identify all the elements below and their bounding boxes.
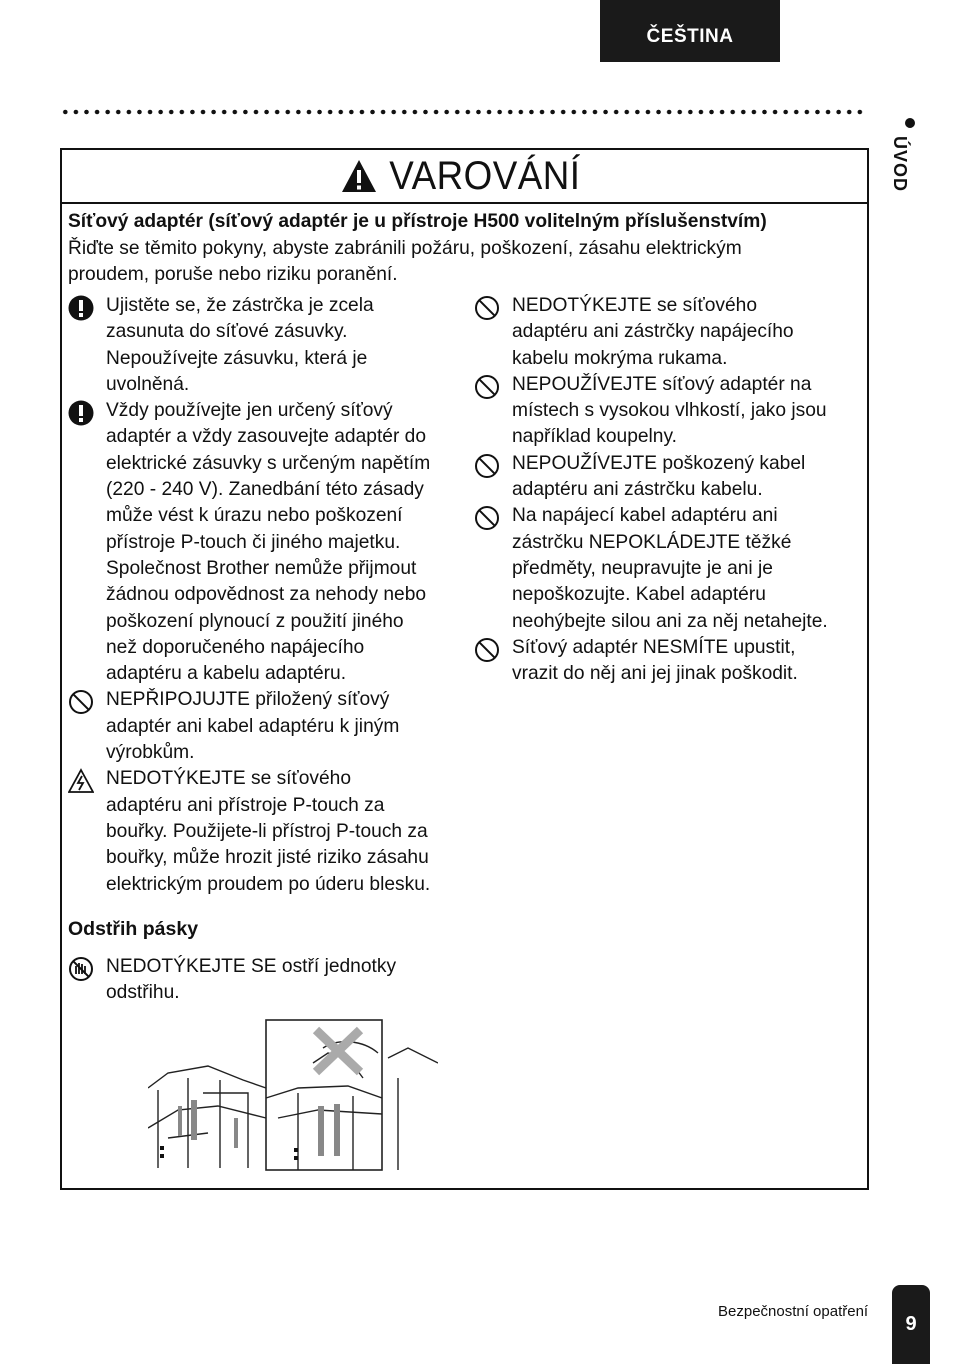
prohibition-icon: [474, 374, 500, 400]
warning-item-line: bouřky, může hrozit jisté riziko zásahu: [106, 847, 429, 869]
warning-item: [66, 293, 466, 398]
warning-item-line: místech s vysokou vlhkostí, jako jsou: [512, 400, 827, 422]
warning-item-line: kabelu mokrýma rukama.: [512, 347, 728, 369]
warning-item-line: adaptéru ani zástrčky napájecího: [512, 321, 794, 343]
warning-title-box: [62, 150, 867, 204]
section-label: ÚVOD: [890, 136, 910, 193]
warning-intro: [68, 209, 863, 289]
footer-text: Bezpečnostní opatření: [718, 1303, 869, 1320]
mandatory-icon: [68, 295, 94, 321]
warning-item-line: (220 - 240 V). Zanedbání této zásady: [106, 479, 424, 501]
warning-item-line: NEPOUŽÍVEJTE poškozený kabel: [512, 452, 806, 474]
warning-triangle-icon: [341, 159, 377, 193]
warning-item-line: může vést k úrazu nebo poškození: [106, 505, 403, 527]
warning-item-line: žádnou odpovědnost za nehody nebo: [106, 584, 427, 606]
warning-item-line: Vždy používejte jen určený síťový: [106, 400, 393, 422]
warning-item-line: přístroje P-touch či jiného majetku.: [106, 531, 401, 553]
prohibition-icon: [474, 637, 500, 663]
electric-shock-icon: [68, 768, 94, 794]
warning-frame: [60, 148, 869, 1190]
warning-item-line: Ujistěte se, že zástrčka je zcela: [106, 295, 374, 316]
warning-item-line: NEDOTÝKEJTE SE ostří jednotky: [106, 956, 397, 978]
mandatory-icon: [68, 400, 94, 426]
no-touch-icon: [68, 956, 94, 982]
warning-item-line: odstřihu.: [106, 982, 180, 1004]
cutter-heading: Odstřih pásky: [68, 917, 199, 940]
left-column: [66, 293, 466, 1007]
warning-item: [66, 954, 466, 1007]
page-number: 9: [892, 1285, 930, 1364]
section-bullet-icon: [905, 118, 915, 128]
warning-item-line: adaptér ani kabel adaptéru k jiným: [106, 715, 400, 737]
warning-item: [66, 766, 466, 897]
warning-item-line: vrazit do něj ani jej jinak poškodit.: [512, 663, 798, 685]
warning-item-line: adaptéru ani zástrčku kabelu.: [512, 479, 763, 501]
warning-item-line: adaptéru ani přístroje P-touch za: [106, 794, 385, 816]
warning-item: [472, 451, 862, 504]
warning-item-line: Nepoužívejte zásuvku, která je: [106, 347, 368, 369]
warning-item: [66, 398, 466, 687]
prohibition-icon: [68, 689, 94, 715]
section-marker: [885, 118, 937, 208]
warning-item-line: Společnost Brother nemůže přijmout: [106, 557, 417, 579]
warning-item-line: například koupelny.: [512, 426, 677, 448]
prohibition-icon: [474, 453, 500, 479]
intro-line: Řiďte se těmito pokyny, abyste zabránili požáru, poškození, zásahu elektrickým: [68, 237, 742, 259]
warning-item: [472, 372, 862, 451]
dotted-divider: [60, 108, 868, 116]
warning-item-line: uvolněná.: [106, 373, 190, 395]
intro-heading: Síťový adaptér (síťový adaptér je u přístroje H500 volitelným příslušenstvím): [68, 211, 767, 232]
warning-item-line: než doporučeného napájecího: [106, 636, 365, 658]
warning-item: [472, 293, 862, 372]
warning-item-line: neohýbejte silou ani za něj netahejte.: [512, 610, 828, 632]
warning-item: [66, 687, 466, 766]
warning-title: VAROVÁNÍ: [388, 153, 581, 198]
warning-item-line: adaptéru a kabelu adaptéru.: [106, 663, 347, 685]
warning-item-line: elektrickým proudem po úderu blesku.: [106, 873, 431, 895]
warning-item-line: zástrčku NEPOKLÁDEJTE těžké: [512, 531, 792, 553]
warning-item-line: NEPŘIPOJUJTE přiložený síťový: [106, 689, 390, 711]
warning-item-line: bouřky. Použijete-li přístroj P-touch za: [106, 820, 428, 842]
warning-item-line: zasunuta do síťové zásuvky.: [106, 321, 348, 343]
warning-item: [472, 503, 862, 634]
warning-item-line: Síťový adaptér NESMÍTE upustit,: [512, 636, 796, 658]
warning-item-line: Na napájecí kabel adaptéru ani: [512, 505, 778, 527]
warning-item-line: výrobkům.: [106, 742, 195, 764]
warning-item-line: NEDOTÝKEJTE se síťového: [512, 295, 757, 316]
warning-item-line: poškození plynoucí z použití jiného: [106, 610, 404, 632]
warning-item-line: elektrické zásuvky s určeným napětím: [106, 452, 431, 474]
prohibition-icon: [474, 295, 500, 321]
intro-line: proudem, poruše nebo riziku poranění.: [68, 264, 398, 285]
warning-item-line: adaptér a vždy zasouvejte adaptér do: [106, 426, 427, 448]
warning-item-line: NEPOUŽÍVEJTE síťový adaptér na: [512, 373, 812, 395]
cutter-illustration: [148, 1018, 438, 1173]
prohibition-icon: [474, 505, 500, 531]
warning-item-line: NEDOTÝKEJTE se síťového: [106, 768, 351, 790]
warning-item-line: nepoškozujte. Kabel adaptéru: [512, 584, 766, 606]
warning-item: [472, 635, 862, 688]
language-tab: ČEŠTINA: [600, 0, 780, 62]
right-column: [472, 293, 862, 687]
warning-item-line: předměty, neupravujte je ani je: [512, 557, 773, 579]
